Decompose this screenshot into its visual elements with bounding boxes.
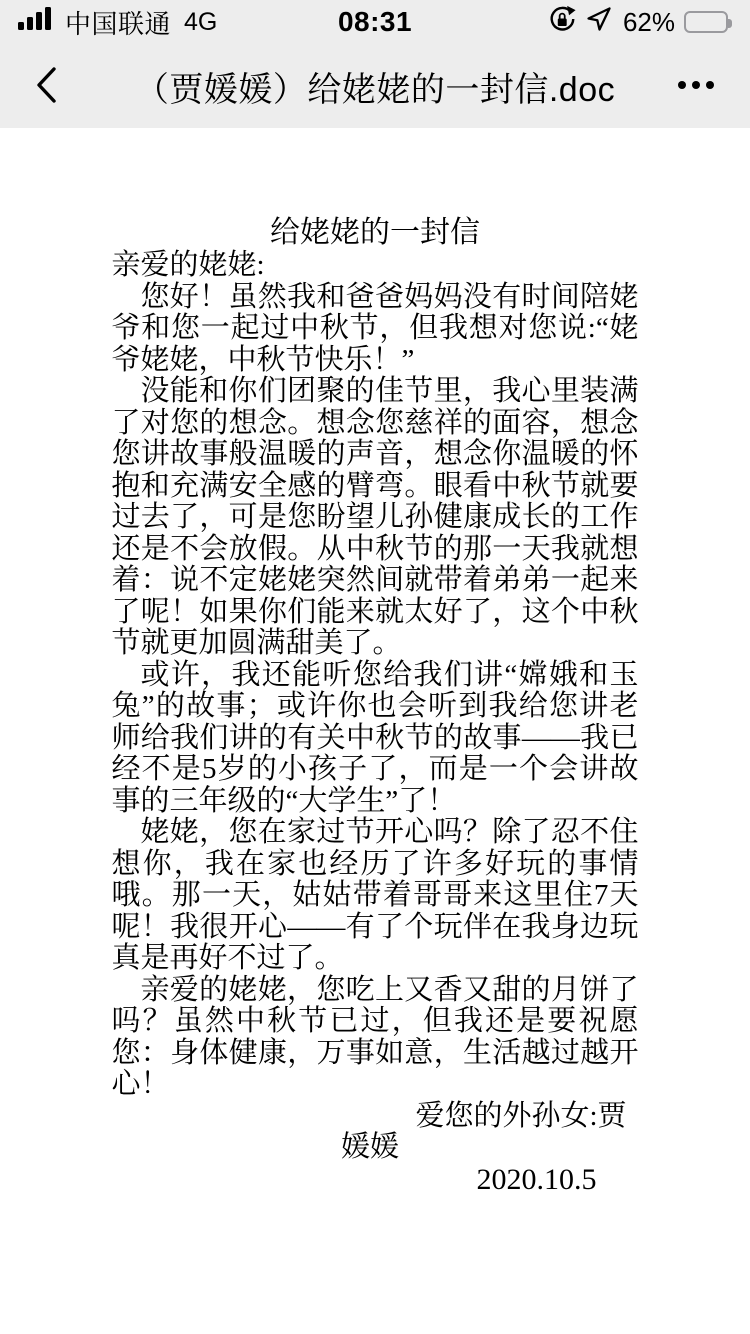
clock-label: 08:31 [337, 6, 413, 37]
orientation-lock-icon [547, 4, 577, 41]
battery-nub [728, 19, 732, 28]
back-button[interactable] [16, 44, 76, 128]
document-title-bar: （贾媛媛）给姥姥的一封信.doc [134, 70, 616, 109]
letter-paragraph: 您好！虽然我和爸爸妈妈没有时间陪姥爷和您一起过中秋节，但我想对您说:“姥爷姥姥，中秋节快乐！” [111, 280, 639, 376]
status-bar [0, 0, 750, 44]
letter-paragraph: 没能和你们团聚的佳节里，我心里装满了对您的想念。想念您慈祥的面容，想念您讲故事般温暖的声音，想念你温暖的怀抱和充满安全感的臂弯。眼看中秋节就要过去了，可是您盼望儿孙健康成长的工作还是不会放假。从中秋节的那一天我就想着：说不定姥姥突然间就带着弟弟一起来了呢！如果你们能来就太好了，这个中秋节就更加圆满甜美了。 [111, 375, 639, 659]
letter-title: 给姥姥的一封信 [270, 216, 480, 249]
letter-paragraph: 或许，我还能听您给我们讲“嫦娥和玉兔”的故事；或许你也会听到我给您讲老师给我们讲的有关中秋节的故事——我已经不是5岁的小孩子了，而是一个会讲故事的三年级的“大学生”了！ [111, 658, 639, 817]
letter-date: 2020.10.5 [476, 1162, 597, 1196]
letter-paragraph: 亲爱的姥姥，您吃上又香又甜的月饼了吗？虽然中秋节已过，但我还是要祝愿您：身体健康，万事如意，生活越过越开心！ [111, 973, 639, 1100]
status-left [18, 4, 217, 41]
signal-bars-icon [18, 6, 56, 38]
letter-paragraph: 姥姥，您在家过节开心吗？除了忍不住想你，我在家也经历了许多好玩的事情哦。那一天，姑姑带着哥哥来这里住7天呢！我很开心——有了个玩伴在我身边玩真是再好不过了。 [111, 816, 639, 974]
network-type-label: 4G [184, 7, 218, 36]
ellipsis-icon [676, 79, 716, 94]
status-right [547, 4, 728, 41]
battery-icon [684, 11, 728, 33]
nav-bar [0, 44, 750, 128]
carrier-label: 中国联通 [65, 8, 172, 39]
letter-signature: 爱您的外孙女:贾 [415, 1099, 627, 1132]
more-options-button[interactable] [664, 44, 728, 128]
document-viewer[interactable] [0, 128, 750, 1334]
location-arrow-icon [586, 6, 612, 39]
letter-salutation: 亲爱的姥姥: [111, 249, 265, 281]
chevron-left-icon [34, 64, 58, 109]
letter-signature: 媛媛 [340, 1131, 399, 1163]
battery-percent-label: 62% [622, 6, 675, 37]
letter-page [112, 216, 639, 1195]
